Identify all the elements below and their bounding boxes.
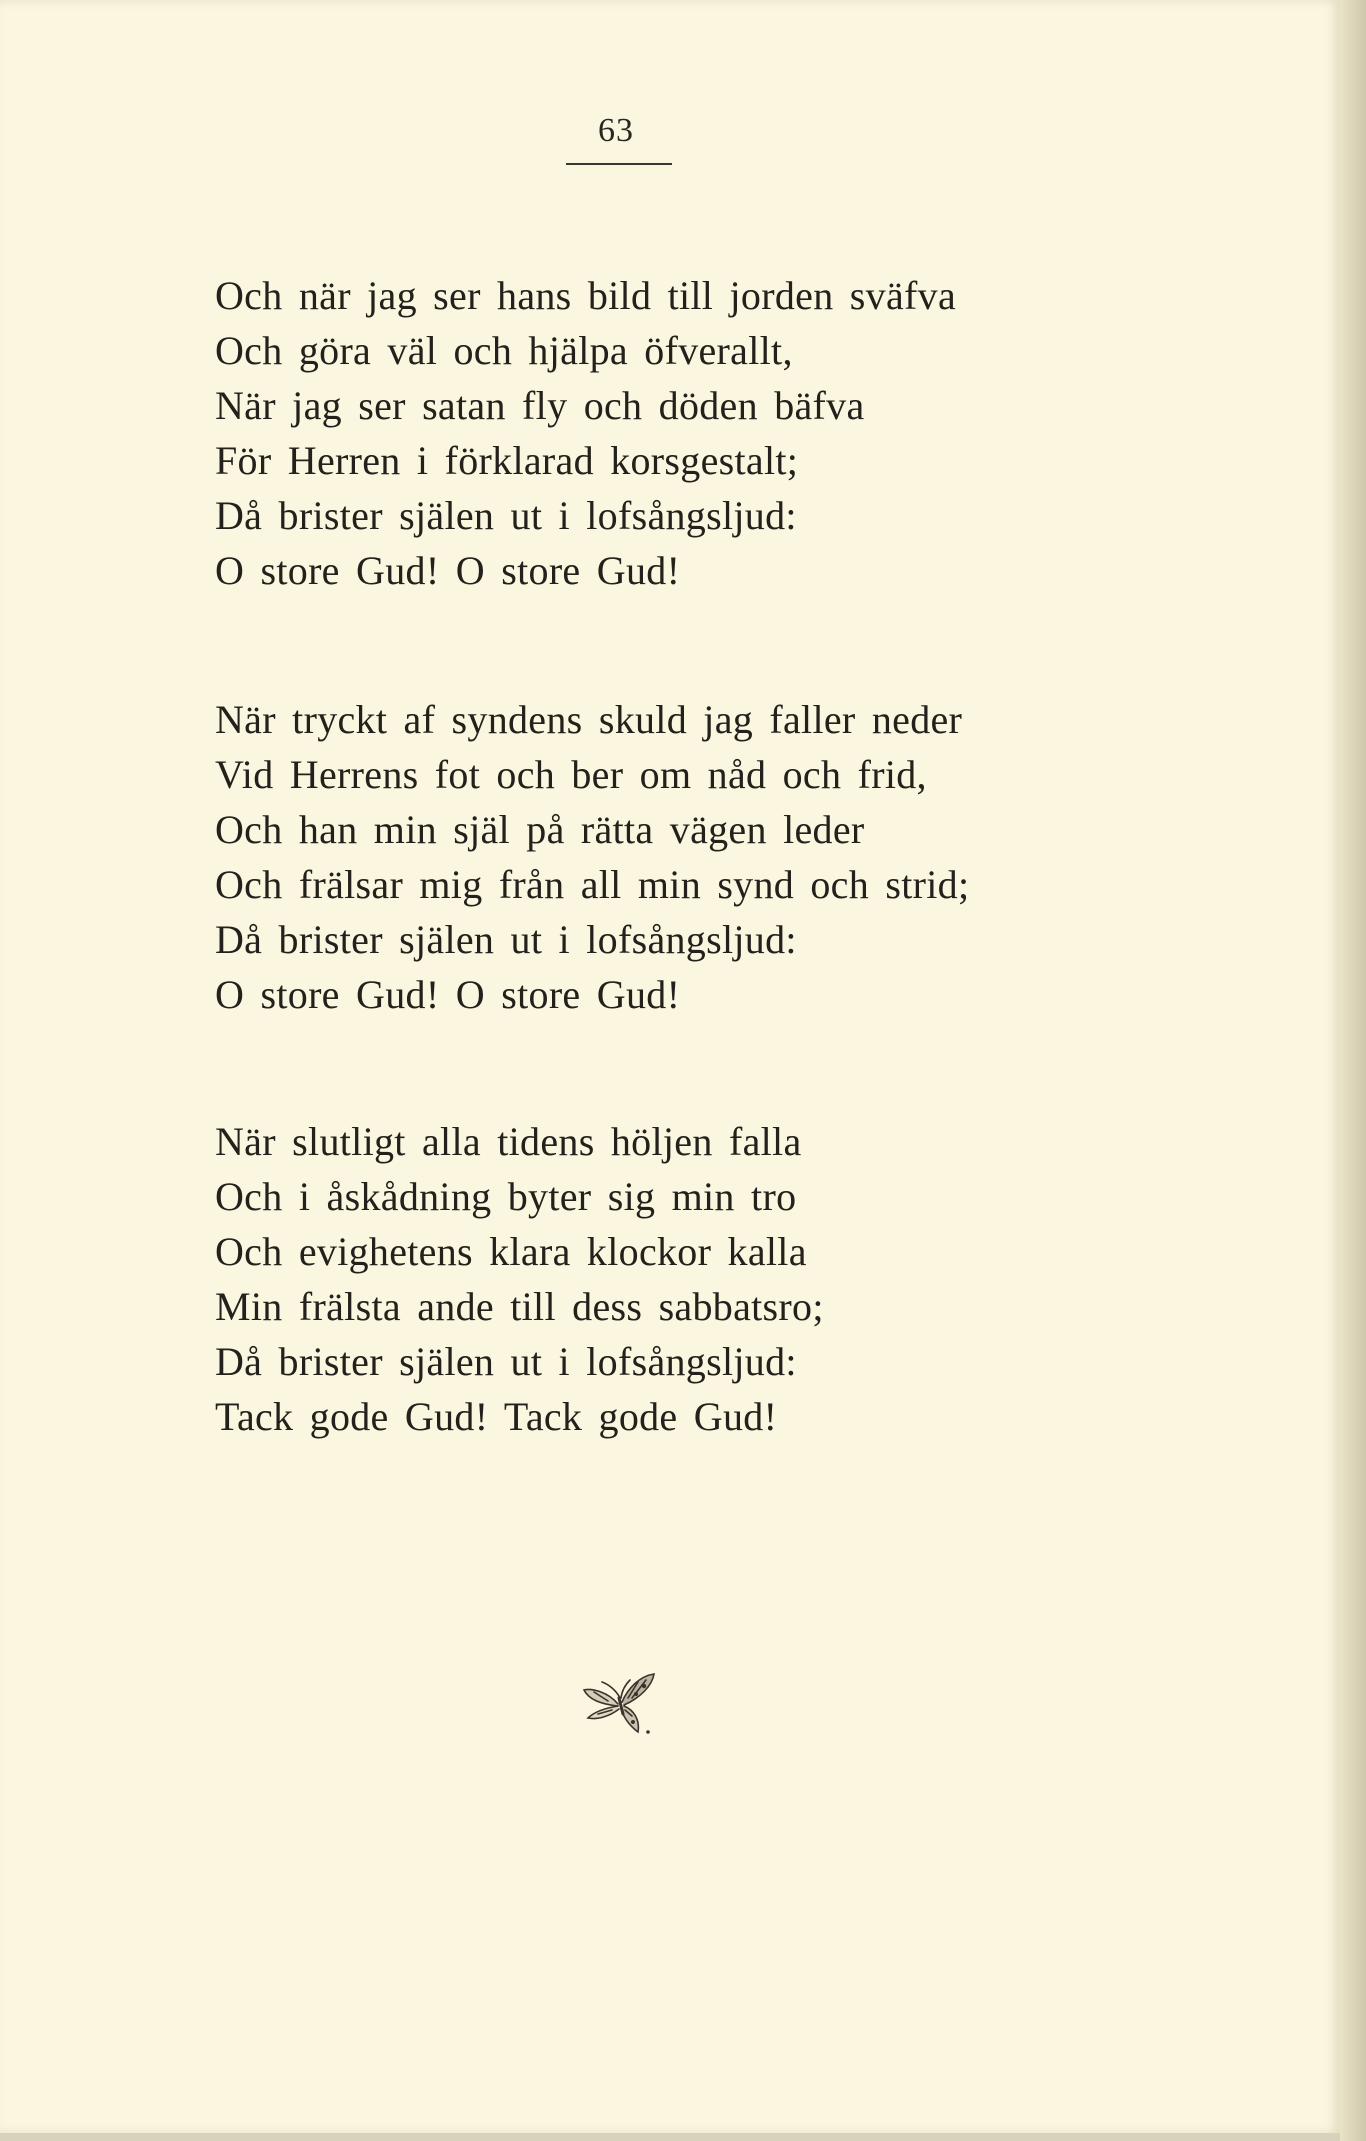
stanza-2 bbox=[215, 692, 1215, 1022]
verse-line: Och frälsar mig från all min synd och strid; bbox=[215, 862, 970, 907]
verse-line: När slutligt alla tidens höljen falla bbox=[215, 1119, 802, 1164]
verse-line: Och evighetens klara klockor kalla bbox=[215, 1229, 807, 1274]
verse-line: För Herren i förklarad korsgestalt; bbox=[215, 438, 799, 483]
verse-line: Tack gode Gud! Tack gode Gud! bbox=[215, 1394, 778, 1439]
verse-line: Då brister själen ut i lofsångsljud: bbox=[215, 1339, 797, 1384]
verse-line: Då brister själen ut i lofsångsljud: bbox=[215, 917, 797, 962]
verse-line: Och göra väl och hjälpa öfverallt, bbox=[215, 328, 793, 373]
page-number: 63 bbox=[598, 112, 634, 149]
verse-line: Och han min själ på rätta vägen leder bbox=[215, 807, 865, 852]
verse-line: Och när jag ser hans bild till jorden sväfva bbox=[215, 273, 957, 318]
butterfly-icon bbox=[578, 1668, 660, 1740]
verse-line: När jag ser satan fly och döden bäfva bbox=[215, 383, 865, 428]
verse-line: Och i åskådning byter sig min tro bbox=[215, 1174, 797, 1219]
page-number-rule bbox=[566, 163, 672, 165]
page-edge bbox=[1340, 0, 1366, 2141]
stanza-1 bbox=[215, 268, 1215, 598]
verse-line: Min frälsta ande till dess sabbatsro; bbox=[215, 1284, 824, 1329]
verse-line: O store Gud! O store Gud! bbox=[215, 548, 681, 593]
verse-line: O store Gud! O store Gud! bbox=[215, 972, 681, 1017]
verse-line: Då brister själen ut i lofsångsljud: bbox=[215, 493, 797, 538]
verse-line: Vid Herrens fot och ber om nåd och frid, bbox=[215, 752, 927, 797]
verse-line: När tryckt af syndens skuld jag faller neder bbox=[215, 697, 963, 742]
stanza-3 bbox=[215, 1114, 1215, 1444]
